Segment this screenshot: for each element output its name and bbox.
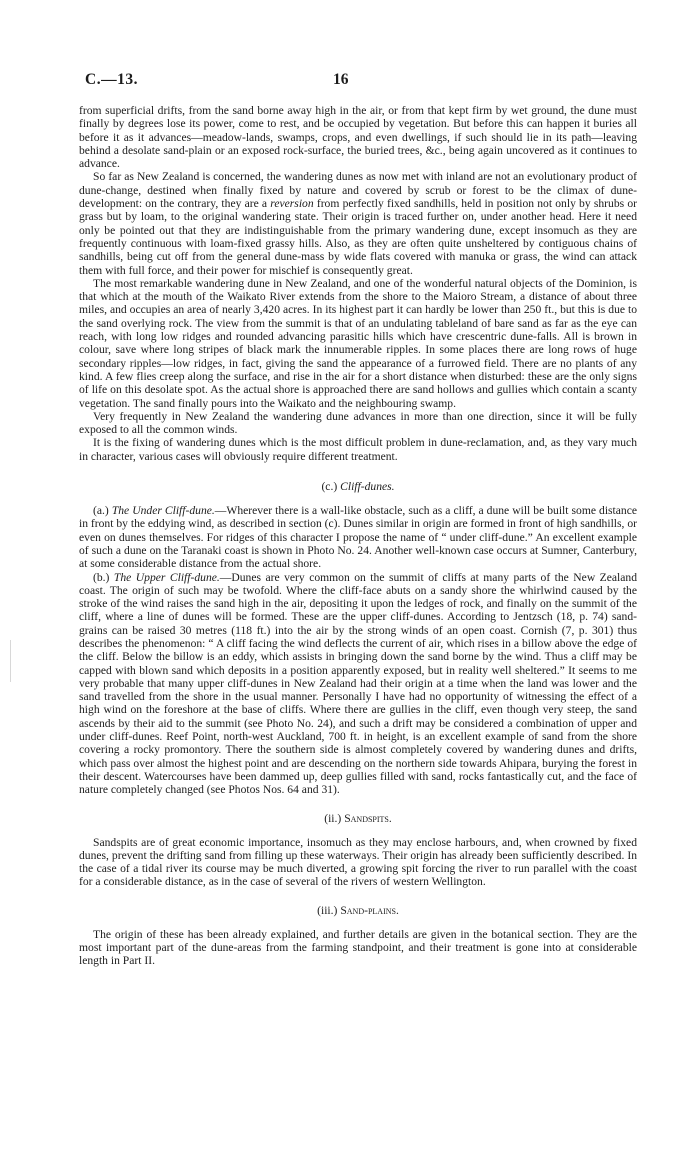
paragraph-upper-cliff-dune [79, 571, 637, 797]
paragraph-text: from perfectly fixed sandhills, held in position not only by shrubs or grass but by loam, to the original wandering state. Their origin is traced further on, under another head. Here it need only be pointed out that they are indistinguishable from the primary wandering dune, except insomuch as they are frequently continuous with loam-fixed grassy hills. Also, as they are often quite unsheltered by contiguous chains of sandhills, being cut off from the general dune-mass by wide flats covered with manuka or grass, the wind can attack them with full force, and their power for mischief is consequently great. [79, 197, 637, 277]
paragraph-sand-plains: The origin of these has been already explained, and further details are given in the botanical section. They are the most important part of the dune-areas from the farming standpoint, and their treatment is gone into at considerable length in Part II. [79, 927, 637, 968]
page-number: 16 [333, 71, 349, 88]
scan-margin-mark [10, 640, 11, 682]
emphasis-reversion: reversion [270, 197, 314, 211]
paragraph: It is the fixing of wandering dunes which is the most difficult problem in dune-reclamation, and, as they vary much in character, various cases will obviously require different treatment. [79, 436, 637, 463]
paragraph-text: So far as New Zealand is concerned, the wandering dunes as now met with inland are not an evolutionary product of dune-change, destined when finally fixed by nature and covered by scrub or forest to be the climax of dune-development: on the contrary, they are a [79, 170, 637, 211]
series-number: C.—13. [85, 71, 138, 88]
paragraph: The most remarkable wandering dune in New Zealand, and one of the wonderful natural objects of the Dominion, is that which at the mouth of the Waikato River extends from the shore to the Maioro Stream, a distance of about three miles, and occupies an area of nearly 3,420 acres. In its highest part it can hardly be lower than 250 ft., but this is due to the sand overlying rock. The view from the summit is that of an undulating tableland of bare sand as far as the eye can reach, with long low ridges and rounded advancing parasitic hills which have crescentric dune-falls. All is brown in colour, save where long stripes of black mark the innumerable ripples. In some places there are long rows of huge secondary ripples—low ridges, in fact, giving the sand the appearance of a furrowed field. There are no plants of any kind. A few flies creep along the surface, and rise in the air for a short distance when disturbed: these are the only signs of life on this desolate spot. As the actual shore is approached there are sand hollows and gullies which contain a scanty vegetation. The sand finally pours into the Waikato and the neighbouring swamp. [79, 276, 637, 410]
page-header [85, 71, 645, 91]
heading-number: (iii.) [317, 903, 338, 917]
paragraph: Very frequently in New Zealand the wandering dune advances in more than one direction, since it will be fully exposed to all the common winds. [79, 409, 637, 437]
heading-title: Sandspits. [344, 811, 392, 825]
paragraph [79, 170, 637, 276]
item-label: (b.) [93, 570, 110, 584]
heading-title: Sand-plains. [340, 903, 399, 917]
heading-title: Cliff-dunes. [340, 480, 395, 494]
page-body [79, 104, 637, 968]
paragraph-under-cliff-dune [79, 504, 637, 570]
item-title: The Under Cliff-dune. [111, 504, 215, 518]
paragraph-sandspits: Sandspits are of great economic importance, insomuch as they may enclose harbours, and, when crowned by fixed dunes, prevent the drifting sand from filling up these waterways. Their origin has already been sufficiently described. In the case of a tidal river its course may be much diverted, a growing spit forcing the river to run parallel with the coast for a considerable distance, as in the case of several of the rivers of western Wellington. [79, 835, 637, 889]
section-heading-sand-plains [79, 904, 637, 917]
paragraph: from superficial drifts, from the sand borne away high in the air, or from that kept firm by wet ground, the dune must finally by degrees lose its power, come to rest, and be occupied by vegetation. But before this can happen it buries all before it as it advances—meadow-lands, swamps, crops, and even dwellings, if such should lie in its path—leaving behind a desolate sand-plain or an exposed rock-surface, the buried trees, &c., being again uncovered as it continues to advance. [79, 104, 637, 171]
section-heading-cliff-dunes [79, 480, 637, 493]
item-label: (a.) [93, 504, 109, 518]
section-heading-sandspits [79, 812, 637, 825]
heading-number: (c.) [321, 480, 338, 494]
item-title: The Upper Cliff-dune. [113, 570, 220, 584]
heading-number: (ii.) [324, 811, 342, 825]
paragraph-text: —Dunes are very common on the summit of cliffs at many parts of the New Zealand coast. The origin of such may be twofold. Where the cliff-face abuts on a sandy shore the whirlwind caused by the stroke of the wind raises the sand high in the air, depositing it upon the ledges of rock, and finally on the summit of the cliff, where a line of dunes will be formed. These are the upper cliff-dunes. According to Jentzsch (18, p. 74) sand-grains can be raised 30 metres (118 ft.) into the air by the strong winds of an open coast. Cornish (7, p. 301) thus describes the phenomenon: “ A cliff facing the wind deflects the current of air, which rises in a billow above the edge of the cliff. Below the billow is an eddy, which assists in bringing down the sand borne by the wind. Thus a cliff may be capped with blown sand which deposits in a position apparently exposed, but in reality well sheltered.” It seems to me very probable that many upper cliff-dunes in New Zealand had their origin at a time when the land was lower and the sand travelled from the shore in the usual manner. Personally I have had no opportunity of witnessing the effect of a high wind on the foreshore at the base of cliffs. Where there are gullies in the cliff, even though very steep, the sand ascends by their aid to the summit (see Photo No. 24), and such a drift may be considered a combination of upper and under cliff-dunes. Reef Point, north-west Auckland, 700 ft. in height, is an excellent example of sand from the shore covering a rocky promontory. There the southern side is almost completely covered by wandering dunes and drifts, which pass over almost the highest point and are descending on the northern side towards Ahipara, burying the forest in their descent. Watercourses have been dammed up, deep gullies filled with sand, rocks fantastically cut, and the face of nature completely changed (see Photos Nos. 64 and 31). [79, 570, 637, 797]
paragraph-text: —Wherever there is a wall-like obstacle, such as a cliff, a dune will be built some distance in front by the eddying wind, as described in section (c). Dunes similar in origin are formed in front of high sandhills, or even on dunes themselves. For ridges of this character I propose the name of “ under cliff-dune.” An excellent example of such a dune on the Taranaki coast is shown in Photo No. 24. Another well-known case occurs at Sumner, Canterbury, at some considerable distance from the actual shore. [79, 504, 638, 571]
